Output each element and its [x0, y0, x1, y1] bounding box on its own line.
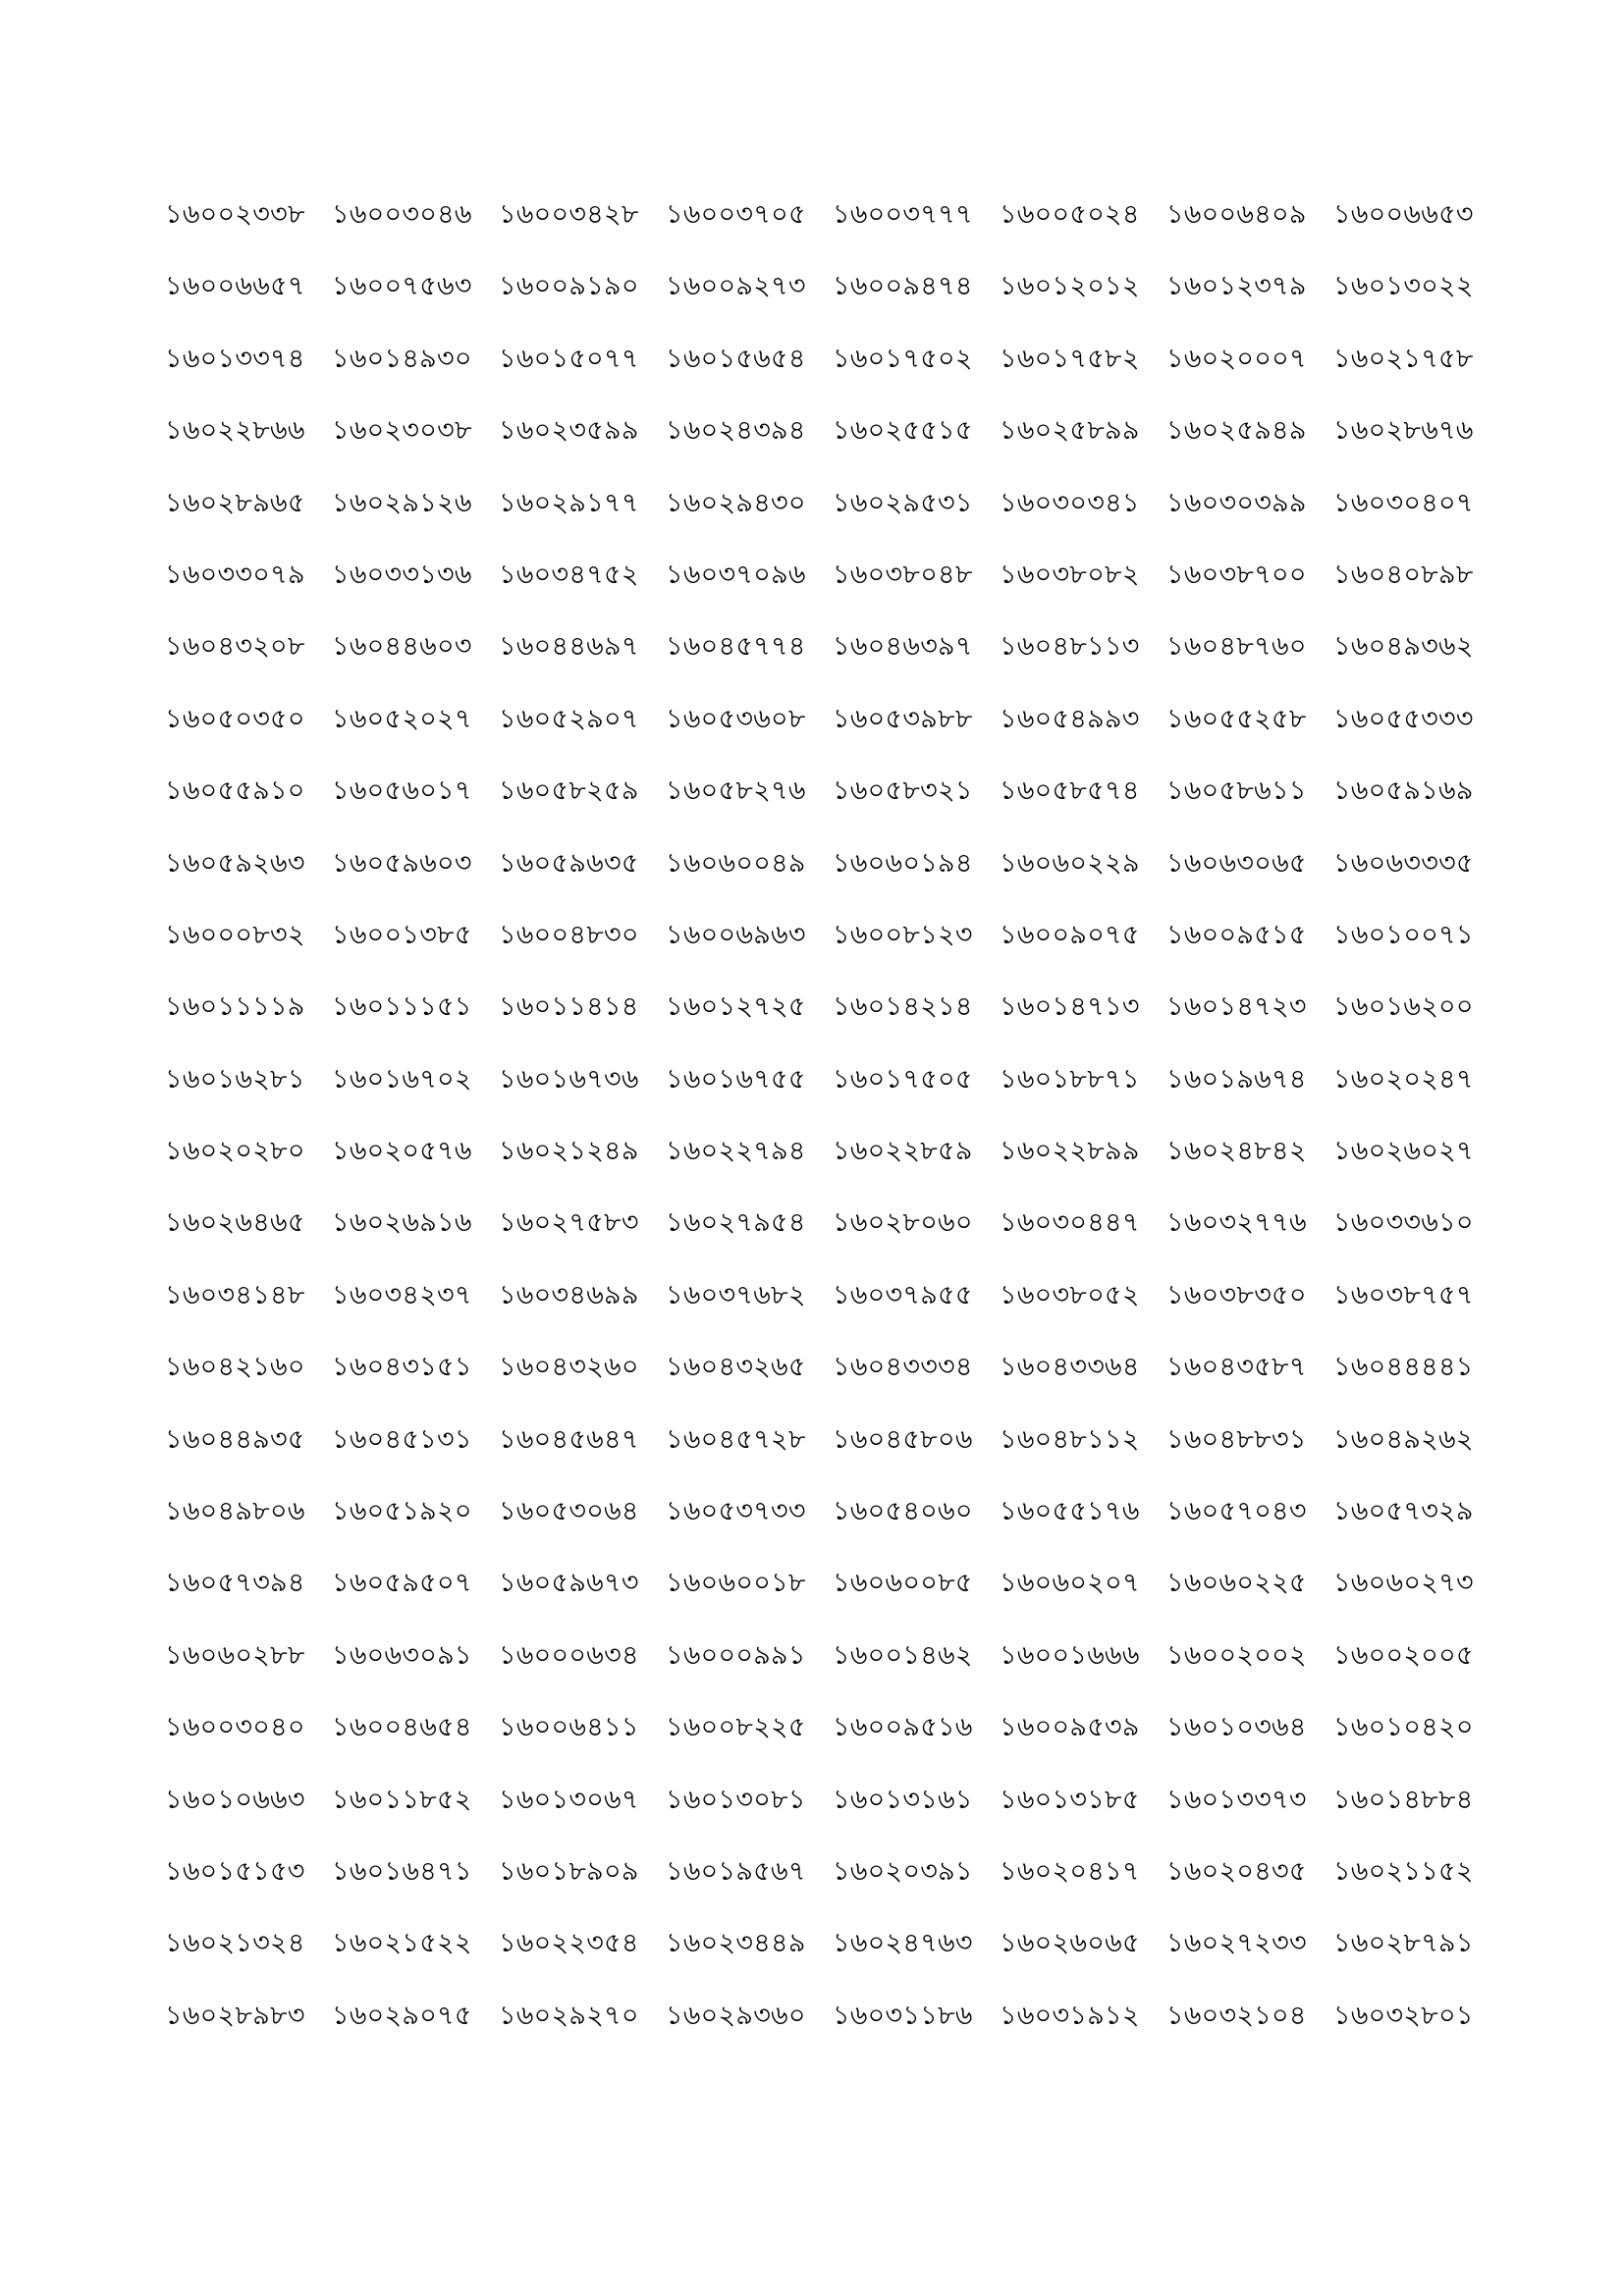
- roll-number: ১৬০২৫৯৪৯: [1166, 415, 1307, 447]
- roll-number: ১৬০৪৬৩৯৭: [833, 631, 973, 663]
- roll-number: ১৬০২৯১৭৭: [499, 487, 639, 518]
- roll-number: ১৬০১৪৭১৩: [1000, 991, 1140, 1023]
- roll-number: ১৬০২৮৯৬৫: [165, 487, 305, 518]
- roll-number: ১৬০৬০০৪৯: [666, 847, 806, 879]
- roll-number: ১৬০১৮৯০৯: [499, 1855, 639, 1887]
- roll-number: ১৬০২৩৪৪৯: [666, 1928, 806, 1959]
- roll-number: ১৬০৩০৪৪৭: [1000, 1207, 1140, 1239]
- roll-number: ১৬০৫৯৫০৭: [332, 1568, 472, 1599]
- roll-number: ১৬০৫৫৩৩৩: [1333, 703, 1474, 734]
- roll-number: ১৬০২৫৮৯৯: [1000, 415, 1140, 447]
- roll-number: ১৬০২১১৫২: [1333, 1855, 1474, 1887]
- roll-number: ১৬০২০০০৭: [1166, 343, 1307, 374]
- roll-number: ১৬০১২৩৭৯: [1166, 271, 1307, 302]
- roll-number: ১৬০০০৮৩২: [165, 919, 305, 950]
- roll-number: ১৬০৫০৩৫০: [165, 703, 305, 734]
- roll-number: ১৬০২০২৮০: [165, 1136, 305, 1167]
- roll-number: ১৬০২০৩৯১: [833, 1855, 973, 1887]
- roll-number: ১৬০৫৭৩২৯: [1333, 1496, 1474, 1527]
- roll-number: ১৬০১১৮৫২: [332, 1784, 472, 1815]
- roll-number: ১৬০৬৩৩৩৫: [1333, 847, 1474, 879]
- roll-number: ১৬০০০৯৯১: [666, 1639, 806, 1671]
- roll-number: ১৬০৫৪০৬০: [833, 1496, 973, 1527]
- roll-number: ১৬০৫৮৬১১: [1166, 775, 1307, 807]
- roll-number: ১৬০২২৮৬৬: [165, 415, 305, 447]
- roll-number: ১৬০৪৪৬৯৭: [499, 631, 639, 663]
- roll-number: ১৬০২৬০২৭: [1333, 1136, 1474, 1167]
- roll-number: ১৬০৬৩০৬৫: [1166, 847, 1307, 879]
- roll-number: ১৬০৫৭০৪৩: [1166, 1496, 1307, 1527]
- roll-number: ১৬০২৮৬৭৬: [1333, 415, 1474, 447]
- roll-number: ১৬০৩০৩৯৯: [1166, 487, 1307, 518]
- roll-number: ১৬০২৩৫৯৯: [499, 415, 639, 447]
- roll-number: ১৬০৪৮৮৩১: [1166, 1423, 1307, 1455]
- roll-number: ১৬০৪৩২৬৫: [666, 1352, 806, 1383]
- roll-number: ১৬০৩৪২৩৭: [332, 1279, 472, 1310]
- roll-number: ১৬০২০৫৭৬: [332, 1136, 472, 1167]
- roll-number: ১৬০৩২৭৭৬: [1166, 1207, 1307, 1239]
- roll-number: ১৬০৫৩৯৮৮: [833, 703, 973, 734]
- roll-number: ১৬০০১৬৬৬: [1000, 1639, 1140, 1671]
- roll-number: ১৬০৪৪৯৩৫: [165, 1423, 305, 1455]
- roll-number: ১৬০৬০০১৮: [666, 1568, 806, 1599]
- roll-number: ১৬০২০৪৩৫: [1166, 1855, 1307, 1887]
- roll-number: ১৬০৫৩৬০৮: [666, 703, 806, 734]
- roll-number: ১৬০১৩০৬৭: [499, 1784, 639, 1815]
- roll-number: ১৬০৩৩৬১০: [1333, 1207, 1474, 1239]
- roll-number: ১৬০১১১১৯: [165, 991, 305, 1023]
- roll-number: ১৬০১৯৫৬৭: [666, 1855, 806, 1887]
- roll-number: ১৬০৩২৮০১: [1333, 2000, 1474, 2031]
- roll-number: ১৬০৫৬০১৭: [332, 775, 472, 807]
- roll-number: ১৬০০২০০২: [1166, 1639, 1307, 1671]
- roll-number: ১৬০১৯৬৭৪: [1166, 1063, 1307, 1095]
- roll-number: ১৬০৪০৮৯৮: [1333, 559, 1474, 590]
- roll-number: ১৬০১১৪১৪: [499, 991, 639, 1023]
- roll-number: ১৬০৫৯৬৩৫: [499, 847, 639, 879]
- roll-number: ১৬০৩৭০৯৬: [666, 559, 806, 590]
- roll-number: ১৬০৬০২২৫: [1166, 1568, 1307, 1599]
- roll-number: ১৬০৩৪১৪৮: [165, 1279, 305, 1310]
- roll-number: ১৬০০১৪৬২: [833, 1639, 973, 1671]
- roll-number: ১৬০৫৫৯১০: [165, 775, 305, 807]
- roll-number: ১৬০৩২১০৪: [1166, 2000, 1307, 2031]
- roll-number: ১৬০২০৪১৭: [1000, 1855, 1140, 1887]
- roll-number: ১৬০১৫০৭৭: [499, 343, 639, 374]
- roll-number: ১৬০২৪৮৪২: [1166, 1136, 1307, 1167]
- roll-number: ১৬০২১৭৫৮: [1333, 343, 1474, 374]
- roll-number: ১৬০২৬০৬৫: [1000, 1928, 1140, 1959]
- roll-number: ১৬০৫৯১৬৯: [1333, 775, 1474, 807]
- roll-number: ১৬০৩৭৯৫৫: [833, 1279, 973, 1310]
- roll-number: ১৬০০৩৭৭৭: [833, 199, 973, 230]
- roll-number: ১৬০৩৩০৭৯: [165, 559, 305, 590]
- roll-number: ১৬০২৯৩৬০: [666, 2000, 806, 2031]
- roll-number: ১৬০১২৭২৫: [666, 991, 806, 1023]
- roll-number: ১৬০০৪৮৩০: [499, 919, 639, 950]
- roll-number: ১৬০১৫৬৫৪: [666, 343, 806, 374]
- roll-number: ১৬০০০৬৩৪: [499, 1639, 639, 1671]
- roll-number: ১৬০৩১৯১২: [1000, 2000, 1140, 2031]
- roll-number: ১৬০৩৮০৮২: [1000, 559, 1140, 590]
- roll-number: ১৬০৩৮০৪৮: [833, 559, 973, 590]
- roll-number: ১৬০১৩৩৭৪: [165, 343, 305, 374]
- roll-number: ১৬০০২০০৫: [1333, 1639, 1474, 1671]
- roll-number: ১৬০০৯২৭৩: [666, 271, 806, 302]
- roll-number: ১৬০১৭৫৮২: [1000, 343, 1140, 374]
- roll-number: ১৬০১৪৯৩০: [332, 343, 472, 374]
- roll-number: ১৬০০৫০২৪: [1000, 199, 1140, 230]
- roll-number: ১৬০২৭৯৫৪: [666, 1207, 806, 1239]
- roll-number: ১৬০৫৫২৫৮: [1166, 703, 1307, 734]
- roll-number: ১৬০৩৩১৩৬: [332, 559, 472, 590]
- roll-number: ১৬০০৩৭০৫: [666, 199, 806, 230]
- roll-number: ১৬০০৯৪৭৪: [833, 271, 973, 302]
- roll-number: ১৬০১৩০৮১: [666, 1784, 806, 1815]
- roll-number: ১৬০০৮২২৫: [666, 1712, 806, 1743]
- roll-number: ১৬০৩৪৭৫২: [499, 559, 639, 590]
- roll-number: ১৬০৪৮১১৩: [1000, 631, 1140, 663]
- roll-number: ১৬০৩০৪০৭: [1333, 487, 1474, 518]
- roll-number: ১৬০১৭৫০২: [833, 343, 973, 374]
- roll-number: ১৬০০৯১৯০: [499, 271, 639, 302]
- roll-number: ১৬০১২০১২: [1000, 271, 1140, 302]
- roll-number: ১৬০৬০২৮৮: [165, 1639, 305, 1671]
- roll-number: ১৬০১৮৮৭১: [1000, 1063, 1140, 1095]
- roll-number: ১৬০৪৫৭২৮: [666, 1423, 806, 1455]
- roll-number: ১৬০১৬২৮১: [165, 1063, 305, 1095]
- roll-number: ১৬০৫২৯০৭: [499, 703, 639, 734]
- roll-number: ১৬০০৯৫১৫: [1166, 919, 1307, 950]
- roll-number: ১৬০১৩১৬১: [833, 1784, 973, 1815]
- roll-number: ১৬০০৩৪২৮: [499, 199, 639, 230]
- roll-number: ১৬০২৯৪৩০: [666, 487, 806, 518]
- roll-number: ১৬০৫৮৫৭৪: [1000, 775, 1140, 807]
- roll-number: ১৬০৫৩৭৩৩: [666, 1496, 806, 1527]
- roll-number: ১৬০৪৯৩৬২: [1333, 631, 1474, 663]
- roll-number: ১৬০২২৮৯৯: [1000, 1136, 1140, 1167]
- roll-number: ১৬০১৩৩৭৩: [1166, 1784, 1307, 1815]
- roll-number: ১৬০৪৪৪৪১: [1333, 1352, 1474, 1383]
- roll-number: ১৬০০২৩৩৮: [165, 199, 305, 230]
- roll-number: ১৬০৪৩২০৮: [165, 631, 305, 663]
- roll-number: ১৬০১৬৭৫৫: [666, 1063, 806, 1095]
- roll-number: ১৬০১৬৭০২: [332, 1063, 472, 1095]
- roll-number: ১৬০৬০১৯৪: [833, 847, 973, 879]
- roll-number-grid: [165, 194, 1500, 2067]
- roll-number: ১৬০২৮৯৮৩: [165, 2000, 305, 2031]
- roll-number: ১৬০৫৯৬০৩: [332, 847, 472, 879]
- roll-number: ১৬০২৫৫১৫: [833, 415, 973, 447]
- roll-number: ১৬০১৬৪৭১: [332, 1855, 472, 1887]
- roll-number: ১৬০১৪২১৪: [833, 991, 973, 1023]
- roll-number: ১৬০২৮৭৯১: [1333, 1928, 1474, 1959]
- roll-number: ১৬০৪৫৭৭৪: [666, 631, 806, 663]
- roll-number: ১৬০২১৩২৪: [165, 1928, 305, 1959]
- roll-number: ১৬০১৫১৫৩: [165, 1855, 305, 1887]
- roll-number: ১৬০২৬৯১৬: [332, 1207, 472, 1239]
- roll-number: ১৬০০৬৬৫৭: [165, 271, 305, 302]
- roll-number: ১৬০১৬৭৩৬: [499, 1063, 639, 1095]
- roll-number: ১৬০৩৭৬৮২: [666, 1279, 806, 1310]
- roll-number: ১৬০৪৩২৬০: [499, 1352, 639, 1383]
- roll-number: ১৬০০৪৬৫৪: [332, 1712, 472, 1743]
- roll-number: ১৬০৪৫১৩১: [332, 1423, 472, 1455]
- roll-number: ১৬০৪৪৬০৩: [332, 631, 472, 663]
- roll-number: ১৬০৩৪৬৯৯: [499, 1279, 639, 1310]
- roll-number: ১৬০১৩০২২: [1333, 271, 1474, 302]
- roll-number: ১৬০০৭৫৬৩: [332, 271, 472, 302]
- roll-number: ১৬০২৩০৩৮: [332, 415, 472, 447]
- roll-number: ১৬০৪৩৩৩৪: [833, 1352, 973, 1383]
- roll-number: ১৬০৪৫৮০৬: [833, 1423, 973, 1455]
- roll-number: ১৬০০৬৪১১: [499, 1712, 639, 1743]
- roll-number: ১৬০৬০২০৭: [1000, 1568, 1140, 1599]
- roll-number: ১৬০৩১১৮৬: [833, 2000, 973, 2031]
- roll-number: ১৬০০৩০৪০: [165, 1712, 305, 1743]
- roll-number: ১৬০৪৯২৬২: [1333, 1423, 1474, 1455]
- roll-number: ১৬০৫৫১৭৬: [1000, 1496, 1140, 1527]
- roll-number: ১৬০৪৫৬৪৭: [499, 1423, 639, 1455]
- roll-number: ১৬০৫৮২৫৯: [499, 775, 639, 807]
- roll-number: ১৬০৫৯৬৭৩: [499, 1568, 639, 1599]
- roll-number: ১৬০৩৮০৫২: [1000, 1279, 1140, 1310]
- roll-number: ১৬০১০৬৬৩: [165, 1784, 305, 1815]
- roll-number: ১৬০১০৩৬৪: [1166, 1712, 1307, 1743]
- roll-number: ১৬০৬৩০৯১: [332, 1639, 472, 1671]
- roll-number: ১৬০২৯৫৩১: [833, 487, 973, 518]
- roll-number: ১৬০৬০২৭৩: [1333, 1568, 1474, 1599]
- roll-number: ১৬০২৪৩৯৪: [666, 415, 806, 447]
- roll-number: ১৬০৬০২২৯: [1000, 847, 1140, 879]
- roll-number: ১৬০৫১৯২০: [332, 1496, 472, 1527]
- roll-number: ১৬০১০৪২০: [1333, 1712, 1474, 1743]
- roll-number: ১৬০৪৩৩৬৪: [1000, 1352, 1140, 1383]
- roll-number: ১৬০৪৮৭৬০: [1166, 631, 1307, 663]
- roll-number: ১৬০০৬৪০৯: [1166, 199, 1307, 230]
- roll-number: ১৬০৪৩১৫১: [332, 1352, 472, 1383]
- roll-number: ১৬০১৪৮৮৪: [1333, 1784, 1474, 1815]
- roll-number: ১৬০২২৭৯৪: [666, 1136, 806, 1167]
- roll-number: ১৬০২০২৪৭: [1333, 1063, 1474, 1095]
- roll-number: ১৬০০১৩৮৫: [332, 919, 472, 950]
- roll-number: ১৬০৩০৩৪১: [1000, 487, 1140, 518]
- roll-number: ১৬০১৩১৮৫: [1000, 1784, 1140, 1815]
- roll-number: ১৬০১৭৫০৫: [833, 1063, 973, 1095]
- roll-number: ১৬০৩৮৭৫৭: [1333, 1279, 1474, 1310]
- roll-number: ১৬০১১১৫১: [332, 991, 472, 1023]
- roll-number: ১৬০০৯০৭৫: [1000, 919, 1140, 950]
- roll-number: ১৬০৫৮২৭৬: [666, 775, 806, 807]
- roll-number: ১৬০১৪৭২৩: [1166, 991, 1307, 1023]
- roll-number: ১৬০৫৩০৬৪: [499, 1496, 639, 1527]
- roll-number: ১৬০০৬৯৬৩: [666, 919, 806, 950]
- roll-number: ১৬০৫৮৩২১: [833, 775, 973, 807]
- roll-number: ১৬০৪৯৮০৬: [165, 1496, 305, 1527]
- roll-number: ১৬০০৮১২৩: [833, 919, 973, 950]
- roll-number: ১৬০২৮০৬০: [833, 1207, 973, 1239]
- roll-number: ১৬০২৬৪৬৫: [165, 1207, 305, 1239]
- roll-number: ১৬০৪২১৬০: [165, 1352, 305, 1383]
- roll-number: ১৬০৫৯২৬৩: [165, 847, 305, 879]
- roll-number: ১৬০১০০৭১: [1333, 919, 1474, 950]
- roll-number: ১৬০২৭৫৮৩: [499, 1207, 639, 1239]
- roll-number: ১৬০২৪৭৬৩: [833, 1928, 973, 1959]
- roll-number: ১৬০২৭২৩৩: [1166, 1928, 1307, 1959]
- roll-number: ১৬০৩৮৭০০: [1166, 559, 1307, 590]
- roll-number: ১৬০০৩০৪৬: [332, 199, 472, 230]
- roll-number: ১৬০৫৪৯৯৩: [1000, 703, 1140, 734]
- roll-number: ১৬০২৯২৭০: [499, 2000, 639, 2031]
- roll-number: ১৬০৫৭৩৯৪: [165, 1568, 305, 1599]
- roll-number: ১৬০০৯৫১৬: [833, 1712, 973, 1743]
- roll-number: ১৬০২১৫২২: [332, 1928, 472, 1959]
- roll-number: ১৬০৩৮৩৫০: [1166, 1279, 1307, 1310]
- roll-number: ১৬০২৯১২৬: [332, 487, 472, 518]
- roll-number: ১৬০৪৩৫৮৭: [1166, 1352, 1307, 1383]
- roll-number: ১৬০২২৩৫৪: [499, 1928, 639, 1959]
- roll-number: ১৬০২১২৪৯: [499, 1136, 639, 1167]
- roll-number: ১৬০৬০০৮৫: [833, 1568, 973, 1599]
- roll-number: ১৬০০৯৫৩৯: [1000, 1712, 1140, 1743]
- roll-number: ১৬০৫২০২৭: [332, 703, 472, 734]
- roll-number: ১৬০১৬২০০: [1333, 991, 1474, 1023]
- roll-number: ১৬০৪৮১১২: [1000, 1423, 1140, 1455]
- roll-number: ১৬০০৬৬৫৩: [1333, 199, 1474, 230]
- roll-number: ১৬০২৯০৭৫: [332, 2000, 472, 2031]
- roll-number: ১৬০২২৮৫৯: [833, 1136, 973, 1167]
